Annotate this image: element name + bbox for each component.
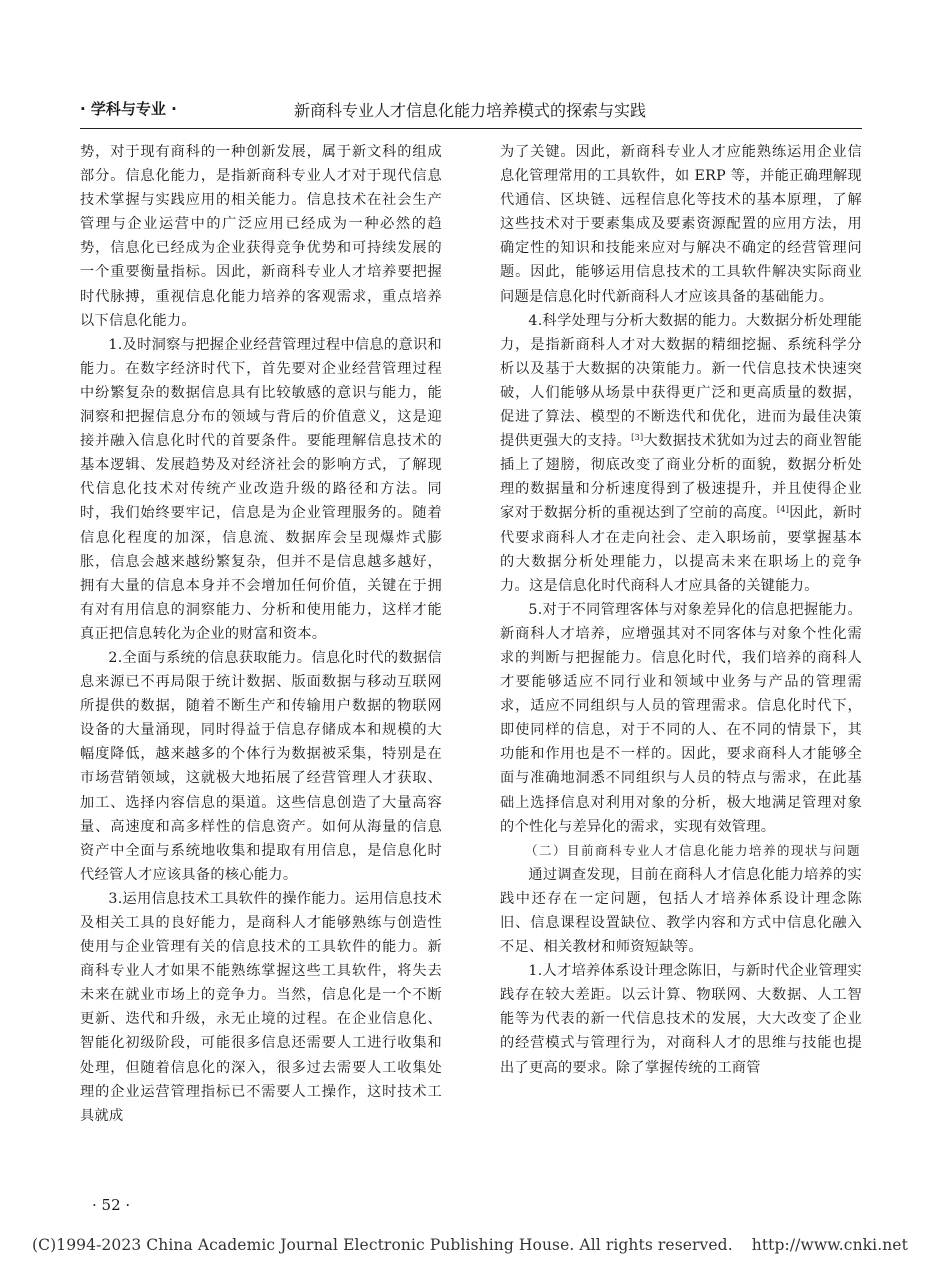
running-header [80,98,862,124]
paragraph: 1.人才培养体系设计理念陈旧，与新时代企业管理实践存在较大差距。以云计算、物联网、大数据、人工智能等为代表的新一代信息技术的发展，大大改变了企业的经营模式与管理行为，对商科人才的思维与技能也提出了更高的要求。除了掌握传统的工商管 [500,963,862,1076]
paragraph-text: 因此，新时代要求商科人才在走向社会、走入职场前，要掌握基本的大数据分析处理能力，以提高未来在职场上的竞争力。这是信息化时代商科人才应具备的关键能力。 [500,505,862,594]
paragraph [500,309,862,598]
paragraph: 5.对于不同管理客体与对象差异化的信息把握能力。新商科人才培养，应增强其对不同客体与对象个性化需求的判断与把握能力。信息化时代，我们培养的商科人才要能够适应不同行业和领域中业务与产品的管理需求，适应不同组织与人员的管理需求。信息化时代下，即使同样的信息，对于不同的人、在不同的情景下，其功能和作用也是不一样的。因此，要求商科人才能够全面与准确地洞悉不同组织与人员的特点与需求，在此基础上选择信息对利用对象的分析，极大地满足管理对象的个性化与差异化的需求，实现有效管理。 [500,601,862,835]
paragraph-text: 大数据技术犹如为过去的商业智能插上了翅膀，彻底改变了商业分析的面貌，数据分析处理的数据量和分析速度得到了极速提升，并且使得企业家对于数据分析的重视达到了空前的高度。 [500,433,862,522]
header-rule [80,128,862,129]
paragraph: 3.运用信息技术工具软件的操作能力。运用信息技术及相关工具的良好能力，是商科人才能够熟练与创造性使用与企业管理有关的信息技术的工具软件的能力。新商科专业人才如果不能熟练掌握这些工具软件，将失去未来在就业市场上的竞争力。当然，信息化是一个不断更新、迭代和升级，永无止境的过程。在企业信息化、智能化初级阶段，可能很多信息还需要人工进行收集和处理，但随着信息化的深入，很多过去需要人工收集处理的企业运营管理指标已不需要人工操作，这时技术工具就成 [80,890,442,1124]
section-label: · 学科与专业 · [80,100,177,118]
citation-ref[interactable]: [4] [776,505,790,515]
paragraph: 2.全面与系统的信息获取能力。信息化时代的数据信息来源已不再局限于统计数据、版面数据与移动互联网所提供的数据，随着不断生产和传输用户数据的物联网设备的大量涌现，同时得益于信息存储成本和规模的大幅度降低，越来越多的个体行为数据被采集，特别是在市场营销领域，这就极大地拓展了经营管理人才获取、加工、选择内容信息的渠道。这些信息创造了大量高容量、高速度和高多样性的信息资产。如何从海量的信息资产中全面与系统地收集和提取有用信息，是信息化时代经管人才应该具备的核心能力。 [80,649,442,883]
copyright-footer [32,1236,908,1254]
page-number: · 52 · [92,1196,131,1214]
paragraph-text: 4.科学处理与分析大数据的能力。大数据分析处理能力，是指新商科人才对大数据的精细挖掘、系统科学分析以及基于大数据的决策能力。新一代信息技术快速突破，人们能够从场景中获得更广泛和更高质量的数据，促进了算法、模型的不断迭代和优化，进而为最佳决策提供更强大的支持。 [500,312,862,450]
section-subheading: （二）目前商科专业人才信息化能力培养的现状与问题 [525,842,862,858]
paragraph: 通过调查发现，目前在商科人才信息化能力培养的实践中还存在一定问题，包括人才培养体系设计理念陈旧、信息课程设置缺位、教学内容和方式中信息化融入不足、相关教材和师资短缺等。 [500,866,862,956]
footer-url[interactable]: http://www.cnki.net [751,1236,908,1254]
left-column [80,140,442,1128]
citation-ref[interactable]: [3] [631,433,644,443]
article-title: 新商科专业人才信息化能力培养模式的探索与实践 [294,101,647,120]
paragraph: 为了关键。因此，新商科专业人才应能熟练运用企业信息化管理常用的工具软件，如 ERP 等，并能正确理解现代通信、区块链、远程信息化等技术的基本原理，了解这些技术对于要素集成及要素资源配置的应用方法，用确定性的知识和技能来应对与解决不确定的经营管理问题。因此，能够运用信息技术的工具软件解决实际商业问题是信息化时代新商科人才应该具备的基础能力。 [500,144,862,305]
right-column [500,140,862,1080]
paragraph: 1.及时洞察与把握企业经营管理过程中信息的意识和能力。在数字经济时代下，首先要对企业经营管理过程中纷繁复杂的数据信息具有比较敏感的意识与能力，能洞察和把握信息分布的领域与背后的价值意义，这是迎接并融入信息化时代的首要条件。要能理解信息技术的基本逻辑、发展趋势及对经济社会的影响方式，了解现代信息化技术对传统产业改造升级的路径和方法。同时，我们始终要牢记，信息是为企业管理服务的。随着信息化程度的加深，信息流、数据库会呈现爆炸式膨胀，信息会越来越纷繁复杂，但并不是信息越多越好，拥有大量的信息本身并不会增加任何价值，关键在于拥有对有用信息的洞察能力、分析和使用能力，这样才能真正把信息转化为企业的财富和资本。 [80,336,442,642]
paragraph: 势，对于现有商科的一种创新发展，属于新文科的组成部分。信息化能力，是指新商科专业人才对于现代信息技术掌握与实践应用的相关能力。信息技术在社会生产管理与企业运营中的广泛应用已经成为一种必然的趋势，信息化已经成为企业获得竞争优势和可持续发展的一个重要衡量指标。因此，新商科专业人才培养要把握时代脉搏，重视信息化能力培养的客观需求，重点培养以下信息化能力。 [80,144,442,329]
copyright-text: (C)1994-2023 China Academic Journal Electronic Publishing House. All rights reserved. [32,1236,733,1254]
